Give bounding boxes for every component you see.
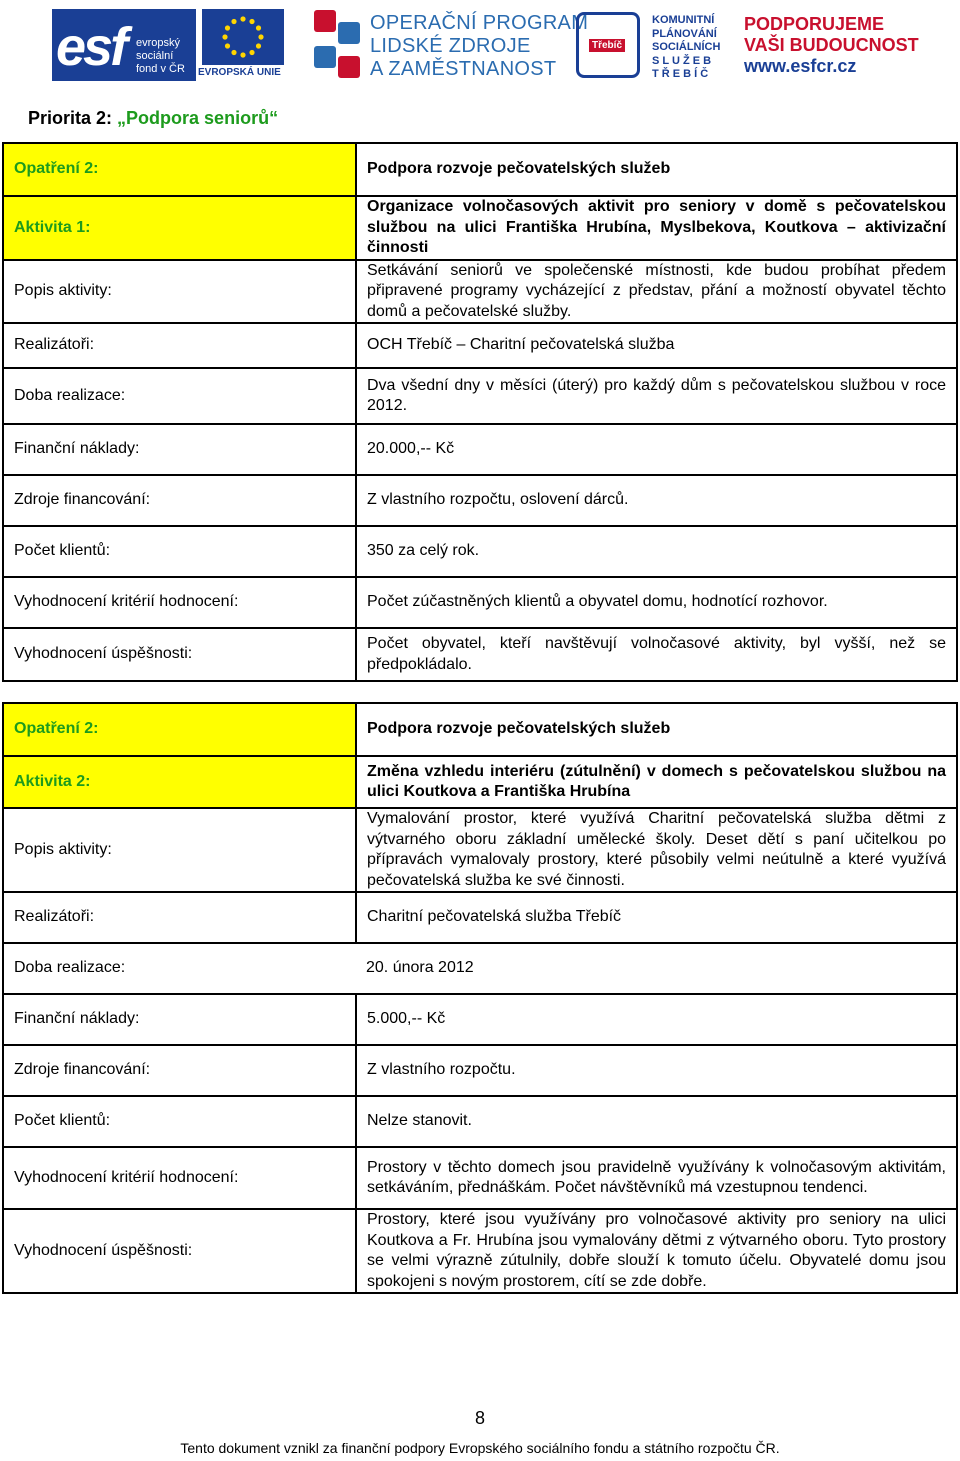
kps-line: SOCIÁLNÍCH: [652, 41, 721, 53]
kriteria-value: Počet zúčastněných klientů a obyvatel domu, hodnotící rozhovor.: [356, 577, 957, 628]
naklady-value: 20.000,-- Kč: [356, 424, 957, 475]
kriteria-label: Vyhodnocení kritérií hodnocení:: [3, 577, 356, 628]
zdroje-value: Z vlastního rozpočtu, oslovení dárců.: [356, 475, 957, 526]
aktivita-label: Aktivita 1:: [3, 196, 356, 260]
doba-value: 20. února 2012: [366, 959, 474, 977]
realizatori-label: Realizátoři:: [3, 892, 356, 943]
table-row: [3, 323, 957, 368]
table-row: [3, 892, 957, 943]
eu-flag-icon: [202, 9, 284, 65]
doba-row-inner: [4, 944, 956, 993]
doba-label: Doba realizace:: [3, 368, 356, 424]
naklady-label: Finanční náklady:: [3, 424, 356, 475]
table-row: [3, 943, 957, 994]
zdroje-label: Zdroje financování:: [3, 1045, 356, 1096]
doba-value: Dva všední dny v měsíci (úterý) pro každý dům s pečovatelskou službou v roce 2012.: [356, 368, 957, 424]
doba-row: [3, 943, 957, 994]
popis-value: Setkávání seniorů ve společenské místnosti, kde budou probíhat předem připravené programy vycházející z představ, přání a možností obyvatel těchto domů a pečovatelské služby.: [356, 260, 957, 324]
table-row: [3, 1096, 957, 1147]
table-row: [3, 260, 957, 324]
klienti-value: Nelze stanovit.: [356, 1096, 957, 1147]
logo-strip: [0, 0, 960, 92]
table-row: [3, 1147, 957, 1209]
opatreni-label: Opatření 2:: [3, 703, 356, 756]
zdroje-label: Zdroje financování:: [3, 475, 356, 526]
opatreni-value: Podpora rozvoje pečovatelských služeb: [356, 703, 957, 756]
priority-heading: [28, 108, 278, 129]
page-number: 8: [474, 1408, 485, 1428]
kps-badge: Třebíč: [589, 39, 625, 52]
realizatori-label: Realizátoři:: [3, 323, 356, 368]
table-row: [3, 756, 957, 808]
aktivita-value: Změna vzhledu interiéru (zútulnění) v domech s pečovatelskou službou na ulici Koutkova a Františka Hrubína: [356, 756, 957, 808]
naklady-value: 5.000,-- Kč: [356, 994, 957, 1045]
aktivita-label: Aktivita 2:: [3, 756, 356, 808]
kps-line: KOMUNITNÍ: [652, 14, 715, 26]
op-lzz-icon: [312, 8, 364, 82]
op-lzz-logo: [312, 8, 589, 84]
op-line: OPERAČNÍ PROGRAM: [370, 12, 589, 34]
popis-label: Popis aktivity:: [3, 260, 356, 324]
kriteria-value: Prostory v těchto domech jsou pravidelně využívány k volnočasovým aktivitám, setkáváním, přednáškám. Počet návštěvníků má vzestupnou tendenci.: [356, 1147, 957, 1209]
table-row: [3, 475, 957, 526]
realizatori-value: Charitní pečovatelská služba Třebíč: [356, 892, 957, 943]
support-line: VAŠI BUDOUCNOST: [744, 35, 919, 55]
opatreni-value: Podpora rozvoje pečovatelských služeb: [356, 143, 957, 196]
uspesnost-label: Vyhodnocení úspěšnosti:: [3, 1209, 356, 1293]
table-row: [3, 1209, 957, 1293]
table-row: [3, 577, 957, 628]
table-row: [3, 628, 957, 681]
klienti-label: Počet klientů:: [3, 1096, 356, 1147]
table-row: [3, 424, 957, 475]
op-line: A ZAMĚSTNANOST: [370, 58, 557, 80]
table-row: [3, 994, 957, 1045]
kps-line: PLÁNOVÁNÍ: [652, 27, 717, 40]
klienti-value: 350 za celý rok.: [356, 526, 957, 577]
activity-table-2: [2, 702, 958, 1294]
esf-logo-block: [52, 9, 196, 81]
uspesnost-value: Prostory, které jsou využívány pro volnočasové aktivity pro seniory na ulici Koutkova a Fr. Hrubína jsou vymalovány dětmi z výtvarného oboru. Tyto prostory se velmi výrazně zútulnily, dobře slouží k tomuto účelu. Obyvatelé domu jsou spokojeni s novým prostorem, cítí se zde dobře.: [356, 1209, 957, 1293]
table-row: [3, 703, 957, 756]
kriteria-label: Vyhodnocení kritérií hodnocení:: [3, 1147, 356, 1209]
op-line: LIDSKÉ ZDROJE: [370, 35, 531, 57]
table-row: [3, 196, 957, 260]
kps-logo: [576, 12, 736, 82]
naklady-label: Finanční náklady:: [3, 994, 356, 1045]
activity-table-1: [2, 142, 958, 682]
opatreni-label: Opatření 2:: [3, 143, 356, 196]
table-row: [3, 526, 957, 577]
uspesnost-label: Vyhodnocení úspěšnosti:: [3, 628, 356, 681]
support-web: www.esfcr.cz: [744, 56, 857, 76]
op-lzz-text: [370, 12, 588, 81]
table-row: [3, 808, 957, 892]
uspesnost-value: Počet obyvatel, kteří navštěvují volnočasové aktivity, byl vyšší, než se předpokládalo.: [356, 628, 957, 681]
footer-note: Tento dokument vznikl za finanční podpory Evropského sociálního fondu a státního rozpočtu ČR.: [180, 1440, 780, 1456]
zdroje-value: Z vlastního rozpočtu.: [356, 1045, 957, 1096]
priority-prefix: Priorita 2:: [28, 108, 113, 128]
popis-value: Vymalování prostor, které využívá Charitní pečovatelská služba dětmi z výtvarného oboru základní umělecké školy. Deset dětí s paní učitelkou po přípravách vymalovaly prostory, které působily velmi neútulně a které využívá pečovatelská služba ke své činnosti.: [356, 808, 957, 892]
priority-name: „Podpora seniorů“: [117, 108, 279, 128]
popis-label: Popis aktivity:: [3, 808, 356, 892]
aktivita-value: Organizace volnočasových aktivit pro seniory v domě s pečovatelskou službou na ulici Františka Hrubína, Myslbekova, Koutkova – aktivizační činnosti: [356, 196, 957, 260]
support-line: PODPORUJEME: [744, 14, 885, 34]
realizatori-value: OCH Třebíč – Charitní pečovatelská služba: [356, 323, 957, 368]
esf-logo-text: evropský sociální fond v ČR: [136, 37, 185, 75]
eu-label: EVROPSKÁ UNIE: [198, 67, 281, 78]
esf-logo-word: esf: [56, 17, 126, 77]
table-row: [3, 1045, 957, 1096]
kps-text: [652, 14, 720, 82]
esf-logo: [52, 9, 284, 81]
table-row: [3, 368, 957, 424]
kps-line: T Ř E B Í Č: [652, 68, 709, 80]
support-logo: [744, 14, 919, 77]
table-row: [3, 143, 957, 196]
kps-line: S L U Ž E B: [652, 54, 712, 67]
doba-label: Doba realizace:: [14, 959, 126, 977]
klienti-label: Počet klientů:: [3, 526, 356, 577]
kps-icon: [576, 12, 640, 78]
